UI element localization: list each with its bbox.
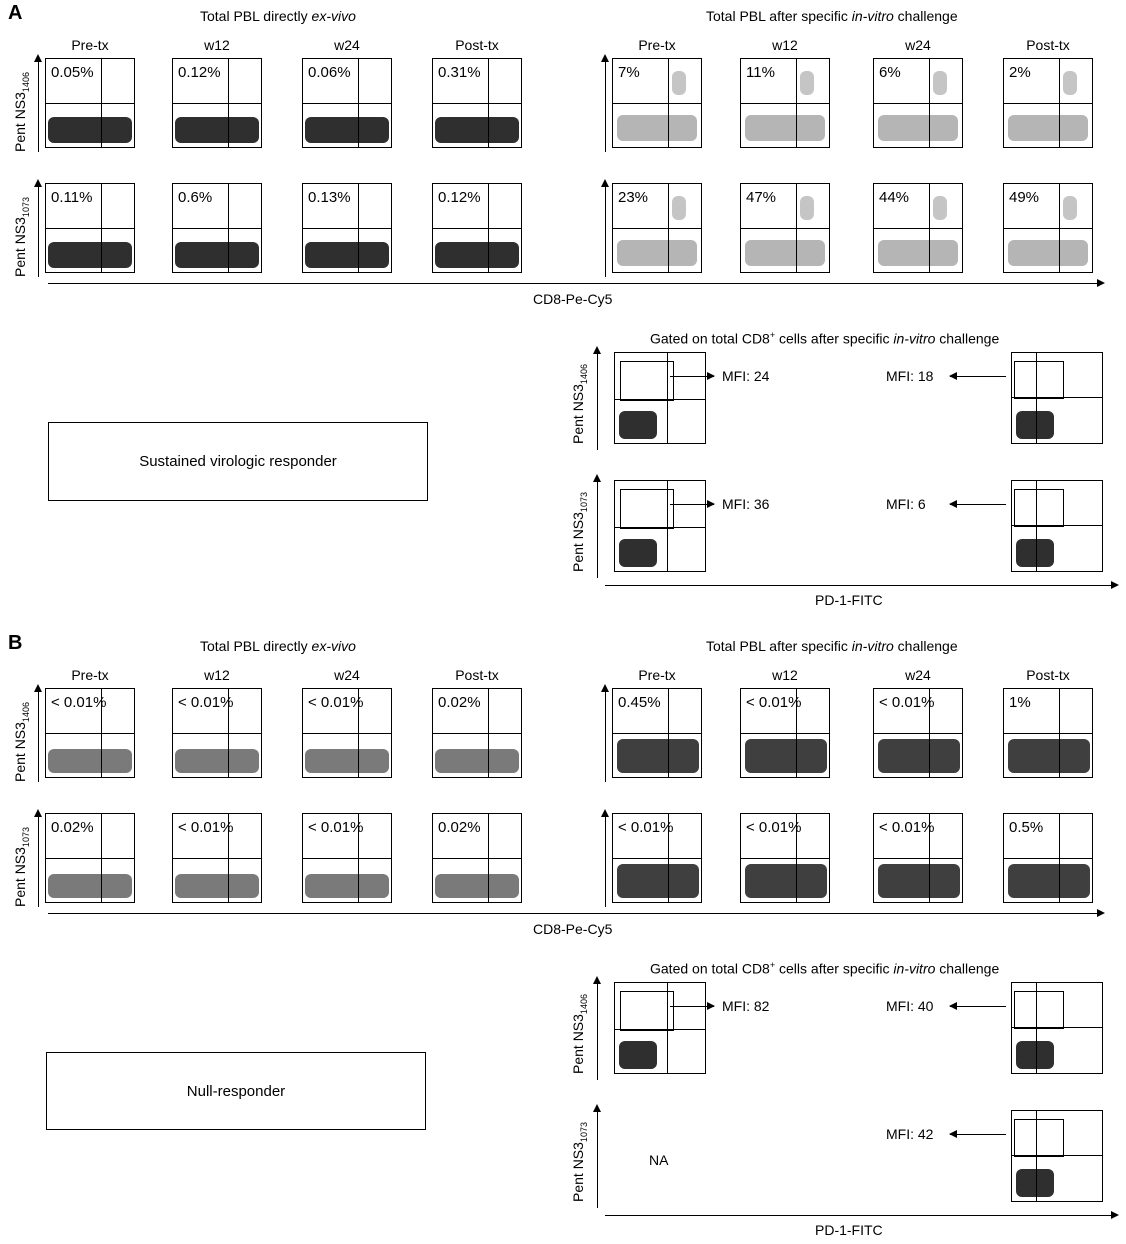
event-cloud (1063, 71, 1077, 95)
quadrant-h-line (874, 858, 962, 859)
invitro-plot (612, 813, 702, 903)
percentage-label: < 0.01% (879, 819, 935, 836)
responder-box (46, 1052, 426, 1130)
timepoint-label: Pre-tx (638, 37, 676, 53)
event-cloud (800, 71, 814, 95)
percentage-label: 0.05% (51, 64, 94, 81)
event-cloud (1008, 739, 1090, 773)
event-cloud (1008, 864, 1090, 898)
header-invitro-post: challenge (893, 638, 958, 654)
exvivo-plot (302, 58, 392, 148)
exvivo-plot (45, 813, 135, 903)
quadrant-h-line (303, 733, 391, 734)
event-cloud (617, 739, 699, 773)
y-axis-arrow (38, 56, 39, 152)
quadrant-h-line (874, 103, 962, 104)
y-axis-label-1073 (12, 197, 31, 277)
y-axis-arrow (38, 811, 39, 907)
gated-y-label-1406-main: Pent NS3 (570, 384, 586, 444)
header-invitro-text: Total PBL after specific (706, 8, 852, 24)
mfi-label: MFI: 36 (722, 496, 770, 512)
na-label: NA (649, 1152, 669, 1168)
event-cloud (175, 242, 259, 268)
gated-y-label-1406 (570, 994, 589, 1074)
header-gated-sup: + (769, 960, 776, 970)
gated-y-label-1073 (570, 1122, 589, 1202)
percentage-label: 2% (1009, 64, 1031, 81)
invitro-plot (873, 58, 963, 148)
quadrant-h-line (741, 103, 829, 104)
percentage-label: < 0.01% (746, 694, 802, 711)
quadrant-h-line (1004, 228, 1092, 229)
exvivo-plot (172, 813, 262, 903)
exvivo-plot (432, 183, 522, 273)
event-cloud (48, 117, 132, 143)
event-cloud (1008, 115, 1088, 141)
gated-plot-pretx (614, 480, 706, 572)
y-axis-arrow (605, 686, 606, 782)
x-axis-arrow (48, 283, 1103, 284)
quadrant-h-line (303, 228, 391, 229)
header-invitro (706, 638, 958, 654)
mfi-label: MFI: 18 (886, 368, 934, 384)
header-gated (650, 960, 999, 977)
header-gated-mid: cells after specific (775, 960, 894, 977)
percentage-label: 49% (1009, 189, 1040, 206)
percentage-label: < 0.01% (618, 819, 674, 836)
header-invitro (706, 8, 958, 24)
event-cloud (435, 117, 519, 143)
quadrant-h-line (1004, 103, 1092, 104)
y-axis-arrow (597, 348, 598, 450)
gated-y-label-1073 (570, 492, 589, 572)
quadrant-h-line (1004, 733, 1092, 734)
invitro-plot (740, 183, 830, 273)
header-gated-em: in-vitro (893, 330, 936, 347)
x-axis-label: CD8-Pe-Cy5 (533, 291, 613, 307)
x-axis-arrow (605, 585, 1117, 586)
event-cloud (617, 115, 697, 141)
percentage-label: < 0.01% (178, 694, 234, 711)
quadrant-h-line (46, 103, 134, 104)
exvivo-plot (302, 813, 392, 903)
event-cloud (619, 411, 657, 439)
mfi-arrow (950, 1134, 1006, 1135)
gated-y-label-1073-sub: 1073 (578, 492, 589, 513)
header-gated-em: in-vitro (893, 960, 936, 977)
percentage-label: 6% (879, 64, 901, 81)
y-axis-label-1073-sub: 1073 (20, 827, 31, 848)
event-cloud (672, 71, 686, 95)
header-exvivo-em: ex-vivo (311, 638, 356, 654)
y-axis-label-1406-main: Pent NS3 (12, 722, 28, 782)
exvivo-plot (432, 813, 522, 903)
y-axis-label-1073-sub: 1073 (20, 197, 31, 218)
timepoint-label: w24 (334, 37, 360, 53)
y-axis-arrow (38, 181, 39, 277)
event-cloud (800, 196, 814, 220)
mfi-label: MFI: 82 (722, 998, 770, 1014)
x-axis-arrow (48, 913, 1103, 914)
gated-y-label-1406-sub: 1406 (578, 364, 589, 385)
mfi-arrow (950, 376, 1006, 377)
event-cloud (48, 242, 132, 268)
timepoint-label: w12 (204, 37, 230, 53)
event-cloud (672, 196, 686, 220)
gated-plot-pretx (614, 982, 706, 1074)
timepoint-label: w12 (772, 667, 798, 683)
exvivo-plot (302, 688, 392, 778)
event-cloud (1063, 196, 1077, 220)
event-cloud (878, 115, 958, 141)
quadrant-h-line (46, 228, 134, 229)
percentage-label: < 0.01% (51, 694, 107, 711)
gated-plot-posttx (1011, 982, 1103, 1074)
event-cloud (617, 240, 697, 266)
invitro-plot (873, 688, 963, 778)
gated-y-label-1406-main: Pent NS3 (570, 1014, 586, 1074)
percentage-label: 0.13% (308, 189, 351, 206)
header-invitro-post: challenge (893, 8, 958, 24)
x-axis-arrow (605, 1215, 1117, 1216)
gated-y-label-1406-sub: 1406 (578, 994, 589, 1015)
mfi-label: MFI: 24 (722, 368, 770, 384)
percentage-label: 11% (746, 64, 775, 81)
event-cloud (745, 739, 827, 773)
y-axis-label-1406-sub: 1406 (20, 72, 31, 93)
header-gated-text: Gated on total CD8 (650, 330, 770, 347)
header-gated-post: challenge (935, 960, 1000, 977)
gate-box (1014, 991, 1064, 1029)
invitro-plot (612, 58, 702, 148)
quadrant-h-line (173, 228, 261, 229)
quadrant-h-line (303, 858, 391, 859)
header-exvivo-text: Total PBL directly (200, 638, 312, 654)
event-cloud (619, 1041, 657, 1069)
gated-y-label-1073-main: Pent NS3 (570, 512, 586, 572)
panel-letter-a: A (8, 2, 23, 24)
exvivo-plot (302, 183, 392, 273)
event-cloud (933, 71, 947, 95)
timepoint-label: w24 (905, 667, 931, 683)
event-cloud (1016, 411, 1054, 439)
event-cloud (617, 864, 699, 898)
percentage-label: 0.02% (51, 819, 94, 836)
invitro-plot (612, 183, 702, 273)
gated-x-axis-label: PD-1-FITC (815, 1222, 883, 1238)
quadrant-h-line (173, 103, 261, 104)
percentage-label: 0.45% (618, 694, 661, 711)
header-invitro-em: in-vitro (851, 638, 894, 654)
mfi-arrow (950, 504, 1006, 505)
quadrant-h-line (874, 228, 962, 229)
event-cloud (305, 117, 389, 143)
event-cloud (305, 749, 389, 773)
quadrant-h-line (613, 228, 701, 229)
header-gated-post: challenge (935, 330, 1000, 347)
y-axis-arrow (597, 1106, 598, 1208)
percentage-label: 44% (879, 189, 910, 206)
gate-box (620, 991, 674, 1031)
event-cloud (933, 196, 947, 220)
y-axis-label-1406 (12, 702, 31, 782)
timepoint-label: Post-tx (455, 37, 499, 53)
timepoint-label: w24 (334, 667, 360, 683)
timepoint-label: Pre-tx (71, 667, 109, 683)
event-cloud (745, 864, 827, 898)
event-cloud (1016, 1169, 1054, 1197)
timepoint-label: Pre-tx (71, 37, 109, 53)
event-cloud (619, 539, 657, 567)
event-cloud (878, 739, 960, 773)
quadrant-h-line (874, 733, 962, 734)
timepoint-label: Post-tx (455, 667, 499, 683)
event-cloud (305, 242, 389, 268)
timepoint-label: Post-tx (1026, 37, 1070, 53)
invitro-plot (873, 183, 963, 273)
gated-plot-posttx (1011, 1110, 1103, 1202)
invitro-plot (1003, 813, 1093, 903)
event-cloud (435, 749, 519, 773)
gated-plot-posttx (1011, 352, 1103, 444)
exvivo-plot (45, 183, 135, 273)
gate-box (1014, 361, 1064, 399)
quadrant-h-line (46, 733, 134, 734)
quadrant-h-line (741, 228, 829, 229)
percentage-label: < 0.01% (746, 819, 802, 836)
header-gated (650, 330, 999, 347)
mfi-label: MFI: 6 (886, 496, 926, 512)
invitro-plot (612, 688, 702, 778)
event-cloud (305, 874, 389, 898)
y-axis-arrow (38, 686, 39, 782)
quadrant-h-line (303, 103, 391, 104)
percentage-label: < 0.01% (308, 694, 364, 711)
gated-x-axis-label: PD-1-FITC (815, 592, 883, 608)
timepoint-label: Post-tx (1026, 667, 1070, 683)
y-axis-arrow (605, 181, 606, 277)
quadrant-h-line (1004, 858, 1092, 859)
percentage-label: < 0.01% (178, 819, 234, 836)
y-axis-arrow (605, 56, 606, 152)
timepoint-label: Pre-tx (638, 667, 676, 683)
responder-text: Null-responder (186, 1082, 286, 1100)
mfi-arrow (670, 504, 714, 505)
header-exvivo-text: Total PBL directly (200, 8, 312, 24)
y-axis-label-1073 (12, 827, 31, 907)
gated-y-label-1073-sub: 1073 (578, 1122, 589, 1143)
event-cloud (175, 874, 259, 898)
event-cloud (745, 115, 825, 141)
event-cloud (435, 874, 519, 898)
invitro-plot (1003, 58, 1093, 148)
quadrant-h-line (173, 733, 261, 734)
invitro-plot (873, 813, 963, 903)
y-axis-label-1073-main: Pent NS3 (12, 847, 28, 907)
header-gated-text: Gated on total CD8 (650, 960, 770, 977)
event-cloud (1016, 539, 1054, 567)
mfi-label: MFI: 40 (886, 998, 934, 1014)
percentage-label: 0.02% (438, 694, 481, 711)
event-cloud (175, 117, 259, 143)
percentage-label: < 0.01% (308, 819, 364, 836)
quadrant-h-line (613, 103, 701, 104)
y-axis-label-1406-sub: 1406 (20, 702, 31, 723)
mfi-arrow (950, 1006, 1006, 1007)
gated-plot-pretx (614, 352, 706, 444)
exvivo-plot (432, 58, 522, 148)
header-exvivo (200, 8, 356, 24)
event-cloud (745, 240, 825, 266)
event-cloud (48, 874, 132, 898)
percentage-label: 0.02% (438, 819, 481, 836)
event-cloud (1016, 1041, 1054, 1069)
y-axis-arrow (605, 811, 606, 907)
gate-box (1014, 489, 1064, 527)
exvivo-plot (45, 688, 135, 778)
y-axis-label-1406 (12, 72, 31, 152)
percentage-label: 0.5% (1009, 819, 1044, 836)
exvivo-plot (45, 58, 135, 148)
gate-box (620, 489, 674, 529)
mfi-arrow (670, 1006, 714, 1007)
y-axis-label-1073-main: Pent NS3 (12, 217, 28, 277)
exvivo-plot (172, 58, 262, 148)
quadrant-h-line (433, 228, 521, 229)
gate-box (1014, 1119, 1064, 1157)
quadrant-h-line (741, 733, 829, 734)
y-axis-label-1406-main: Pent NS3 (12, 92, 28, 152)
quadrant-h-line (46, 858, 134, 859)
percentage-label: 0.31% (438, 64, 481, 81)
responder-box (48, 422, 428, 501)
quadrant-h-line (613, 733, 701, 734)
y-axis-arrow (597, 476, 598, 578)
exvivo-plot (172, 688, 262, 778)
mfi-label: MFI: 42 (886, 1126, 934, 1142)
quadrant-h-line (433, 103, 521, 104)
header-exvivo (200, 638, 356, 654)
percentage-label: < 0.01% (879, 694, 935, 711)
gated-y-label-1406 (570, 364, 589, 444)
percentage-label: 0.06% (308, 64, 351, 81)
quadrant-h-line (173, 858, 261, 859)
timepoint-label: w12 (204, 667, 230, 683)
percentage-label: 0.11% (51, 189, 93, 206)
percentage-label: 0.12% (178, 64, 221, 81)
gated-y-label-1073-main: Pent NS3 (570, 1142, 586, 1202)
percentage-label: 0.12% (438, 189, 481, 206)
exvivo-plot (172, 183, 262, 273)
header-exvivo-em: ex-vivo (311, 8, 356, 24)
timepoint-label: w24 (905, 37, 931, 53)
event-cloud (48, 749, 132, 773)
invitro-plot (740, 58, 830, 148)
header-invitro-em: in-vitro (851, 8, 894, 24)
timepoint-label: w12 (772, 37, 798, 53)
quadrant-h-line (613, 858, 701, 859)
invitro-plot (740, 688, 830, 778)
percentage-label: 23% (618, 189, 649, 206)
gate-box (620, 361, 674, 401)
invitro-plot (1003, 183, 1093, 273)
percentage-label: 0.6% (178, 189, 213, 206)
y-axis-arrow (597, 978, 598, 1080)
header-gated-sup: + (769, 330, 776, 340)
event-cloud (435, 242, 519, 268)
event-cloud (878, 864, 960, 898)
event-cloud (175, 749, 259, 773)
x-axis-label: CD8-Pe-Cy5 (533, 921, 613, 937)
panel-letter-b: B (8, 632, 23, 654)
percentage-label: 7% (618, 64, 640, 81)
quadrant-h-line (433, 733, 521, 734)
percentage-label: 47% (746, 189, 777, 206)
responder-text: Sustained virologic responder (139, 453, 337, 470)
quadrant-h-line (433, 858, 521, 859)
mfi-arrow (670, 376, 714, 377)
gated-plot-posttx (1011, 480, 1103, 572)
header-gated-mid: cells after specific (775, 330, 894, 347)
header-invitro-text: Total PBL after specific (706, 638, 852, 654)
event-cloud (878, 240, 958, 266)
quadrant-h-line (741, 858, 829, 859)
event-cloud (1008, 240, 1088, 266)
percentage-label: 1% (1009, 694, 1031, 711)
invitro-plot (740, 813, 830, 903)
invitro-plot (1003, 688, 1093, 778)
exvivo-plot (432, 688, 522, 778)
